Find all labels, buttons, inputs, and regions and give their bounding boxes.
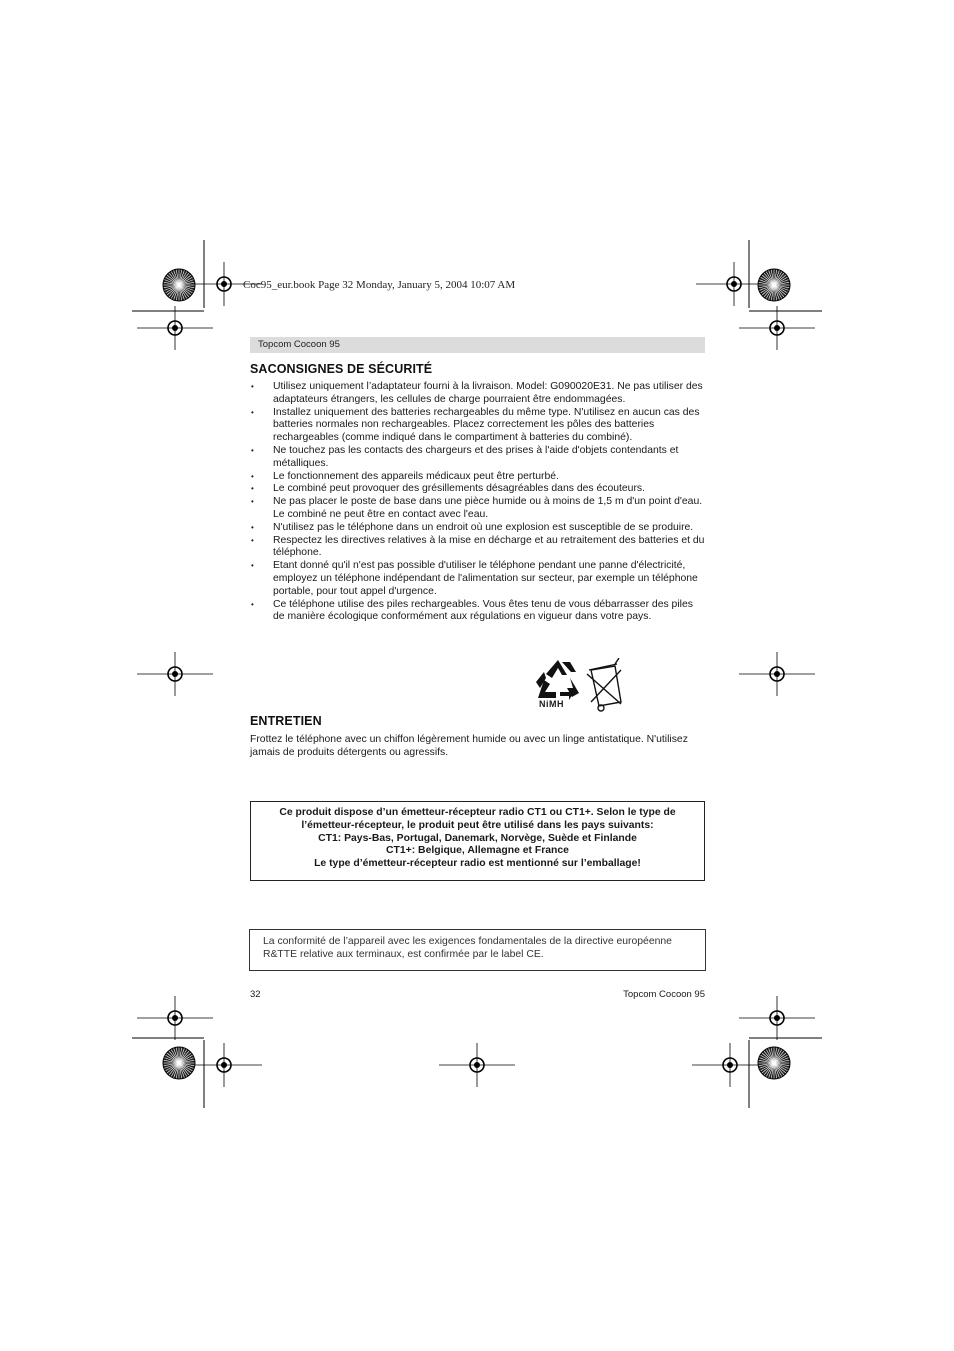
list-item: • Ne touchez pas les contacts des chargeurs et des prises à l'aide d'objets contendants et métalliques. <box>250 445 706 471</box>
maintenance-text: Frottez le téléphone avec un chiffon légèrement humide ou avec un linge antistatique. N'utilisez jamais de produits détergents ou agressifs. <box>250 734 688 758</box>
list-item: • Utilisez uniquement l’adaptateur fourni à la livraison. Model: G090020E31. Ne pas utiliser des adaptateurs étrangers, les cellules de charge pourraient être endommagées. <box>250 381 706 407</box>
list-item: • Installez uniquement des batteries rechargeables du même type. N'utilisez en aucun cas des batteries normales non rechargeables. Placez correctement les pôles des batteries rechargeables (comme indiqué dans le compartiment à batteries du combiné). <box>250 407 706 445</box>
registration-target-icon <box>439 1043 515 1087</box>
crossed-out-bin-icon <box>585 658 627 714</box>
registration-target-icon <box>137 652 213 696</box>
starburst-mark-icon <box>163 1047 195 1079</box>
conformity-box <box>249 929 706 971</box>
registration-target-icon <box>692 1043 768 1087</box>
list-item: • Ne pas placer le poste de base dans une pièce humide ou à moins de 1,5 m d'un point d'eau. Le combiné ne peut être en contact avec l'eau. <box>250 496 706 522</box>
nimh-label: NiMH <box>539 699 564 709</box>
starburst-mark-icon <box>758 269 790 301</box>
list-item: • Le fonctionnement des appareils médicaux peut être perturbé. <box>250 471 706 484</box>
notice-line: CT1+: Belgique, Allemagne et France <box>386 845 569 857</box>
list-item: • Etant donné qu'il n'est pas possible d'utiliser le téléphone pendant une panne d'électricité, employez un téléphone indépendant de l'alimentation sur secteur, par exemple un téléphone portable, pour tout appel d'urgence. <box>250 560 706 598</box>
notice-line: Ce produit dispose d’un émetteur-récepteur radio CT1 ou CT1+. Selon le type de <box>279 807 676 818</box>
list-item: • N'utilisez pas le téléphone dans un endroit où une explosion est susceptible de se produire. <box>250 522 706 535</box>
registration-target-icon <box>186 1043 262 1087</box>
notice-line: CT1: Pays-Bas, Portugal, Danemark, Norvège, Suède et Finlande <box>318 832 637 844</box>
safety-list <box>250 381 706 624</box>
registration-target-icon <box>137 996 213 1040</box>
conformity-text: La conformité de l’appareil avec les exigences fondamentales de la directive européenne R&TTE relative aux terminaux, est confirmée par le label CE. <box>263 936 672 960</box>
disposal-symbols <box>530 656 630 716</box>
maintenance-heading: ENTRETIEN <box>250 714 322 728</box>
registration-target-icon <box>137 306 213 350</box>
registration-target-icon <box>739 652 815 696</box>
page-number: 32 <box>250 989 261 1000</box>
recycle-icon <box>534 658 582 700</box>
registration-target-icon <box>739 996 815 1040</box>
starburst-mark-icon <box>163 269 195 301</box>
footer-product: Topcom Cocoon 95 <box>623 989 705 1000</box>
notice-line: l’émetteur-récepteur, le produit peut être utilisé dans les pays suivants: <box>301 819 654 831</box>
safety-heading: SACONSIGNES DE SÉCURITÉ <box>250 362 433 376</box>
running-header-text: Topcom Cocoon 95 <box>258 339 340 350</box>
registration-target-icon <box>739 306 815 350</box>
radio-notice-box <box>250 801 705 881</box>
slug-line: Coc95_eur.book Page 32 Monday, January 5, 2004 10:07 AM <box>243 279 516 291</box>
list-item: • Le combiné peut provoquer des grésillements désagréables dans des écouteurs. <box>250 483 706 496</box>
list-item: • Respectez les directives relatives à la mise en décharge et au retraitement des batteries et du téléphone. <box>250 535 706 561</box>
list-item: • Ce téléphone utilise des piles rechargeables. Vous êtes tenu de vous débarrasser des piles de manière écologique conformément aux régulations en vigueur dans votre pays. <box>250 599 706 625</box>
notice-line: Le type d’émetteur-récepteur radio est mentionné sur l’emballage! <box>314 858 641 870</box>
starburst-mark-icon <box>758 1047 790 1079</box>
running-header-bar <box>250 337 705 353</box>
